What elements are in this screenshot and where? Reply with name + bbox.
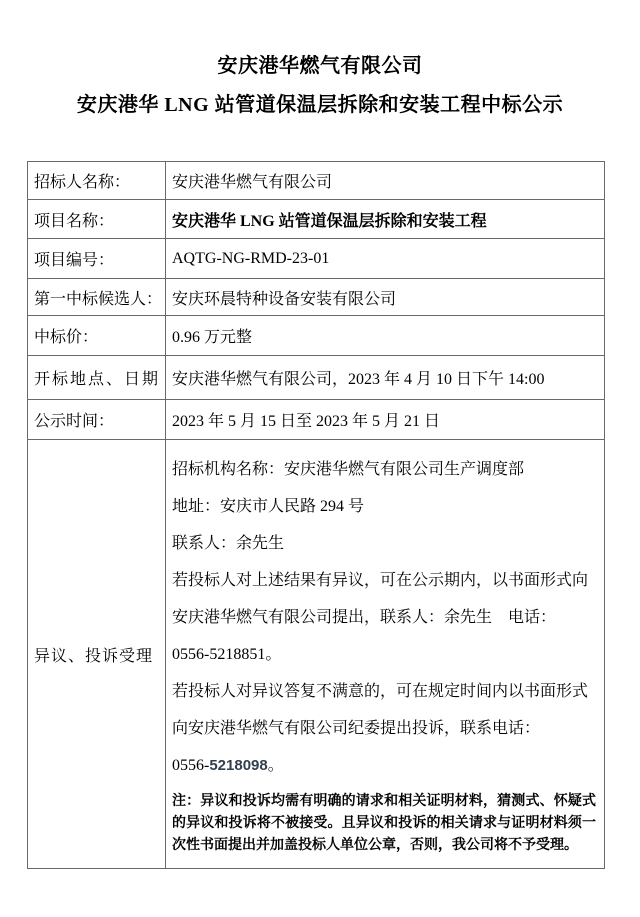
cell-label-bidder-name: 招标人名称： <box>28 162 166 200</box>
cell-label-project-number: 项目编号： <box>28 239 166 279</box>
table-row-objection-complaint <box>28 440 605 869</box>
table-row-project-name <box>28 200 605 239</box>
company-title: 安庆港华燃气有限公司 <box>217 55 423 77</box>
table-row-bidder-name <box>28 162 605 200</box>
complaint-line-objection-2: 安庆港华燃气有限公司提出，联系人：余先生 电话： <box>172 609 557 626</box>
cell-label-first-candidate: 第一中标候选人： <box>28 279 166 316</box>
cell-label-objection-complaint: 异议、投诉受理 <box>28 440 166 869</box>
complaint-note: 注：异议和投诉均需有明确的请求和相关证明材料，猜测式、怀疑式的异议和投诉将不被接受。且异议和投诉的相关请求与证明材料须一次性书面提出并加盖投标人单位公章，否则，我公司将不予受理。 <box>172 792 596 852</box>
cell-label-project-name: 项目名称： <box>28 200 166 239</box>
complaint-line-appeal-1: 若投标人对异议答复不满意的，可在规定时间内以书面形式 <box>172 683 589 700</box>
cell-value-opening-place-date: 安庆港华燃气有限公司，2023 年 4 月 10 日下午 14:00 <box>166 356 605 400</box>
table-row-bid-price <box>28 316 605 356</box>
table-row-publicity-period <box>28 400 605 440</box>
cell-value-first-candidate: 安庆环晨特种设备安装有限公司 <box>166 279 605 316</box>
cell-value-project-name: 安庆港华 LNG 站管道保温层拆除和安装工程 <box>166 200 605 239</box>
complaint-line-appeal-2: 向安庆港华燃气有限公司纪委提出投诉，联系电话： <box>172 720 541 737</box>
cell-label-publicity-period: 公示时间： <box>28 400 166 440</box>
complaint-line-agency: 招标机构名称：安庆港华燃气有限公司生产调度部 <box>172 461 525 478</box>
table-row-opening-place-date <box>28 356 605 400</box>
bid-announcement-table <box>27 161 605 869</box>
phone2-prefix: 0556- <box>172 757 210 774</box>
cell-label-opening-place-date: 开标地点、日期 <box>28 356 166 400</box>
table-row-first-candidate <box>28 279 605 316</box>
complaint-line-objection-1: 若投标人对上述结果有异议，可在公示期内，以书面形式向 <box>172 572 589 589</box>
complaint-line-phone-1: 0556-5218851。 <box>172 646 282 663</box>
cell-value-objection-complaint <box>166 440 605 869</box>
complaint-line-address: 地址：安庆市人民路 294 号 <box>172 498 365 515</box>
phone2-number: 5218098 <box>209 757 268 774</box>
cell-value-publicity-period: 2023 年 5 月 15 日至 2023 年 5 月 21 日 <box>166 400 605 440</box>
table-row-project-number <box>28 239 605 279</box>
cell-value-project-number: AQTG-NG-RMD-23-01 <box>166 239 605 279</box>
cell-value-bid-price: 0.96 万元整 <box>166 316 605 356</box>
announcement-title: 安庆港华 LNG 站管道保温层拆除和安装工程中标公示 <box>76 94 564 116</box>
cell-value-bidder-name: 安庆港华燃气有限公司 <box>166 162 605 200</box>
cell-label-bid-price: 中标价： <box>28 316 166 356</box>
complaint-line-phone-2 <box>172 747 596 784</box>
complaint-line-contact: 联系人：余先生 <box>172 535 285 552</box>
phone2-suffix: 。 <box>267 757 284 774</box>
